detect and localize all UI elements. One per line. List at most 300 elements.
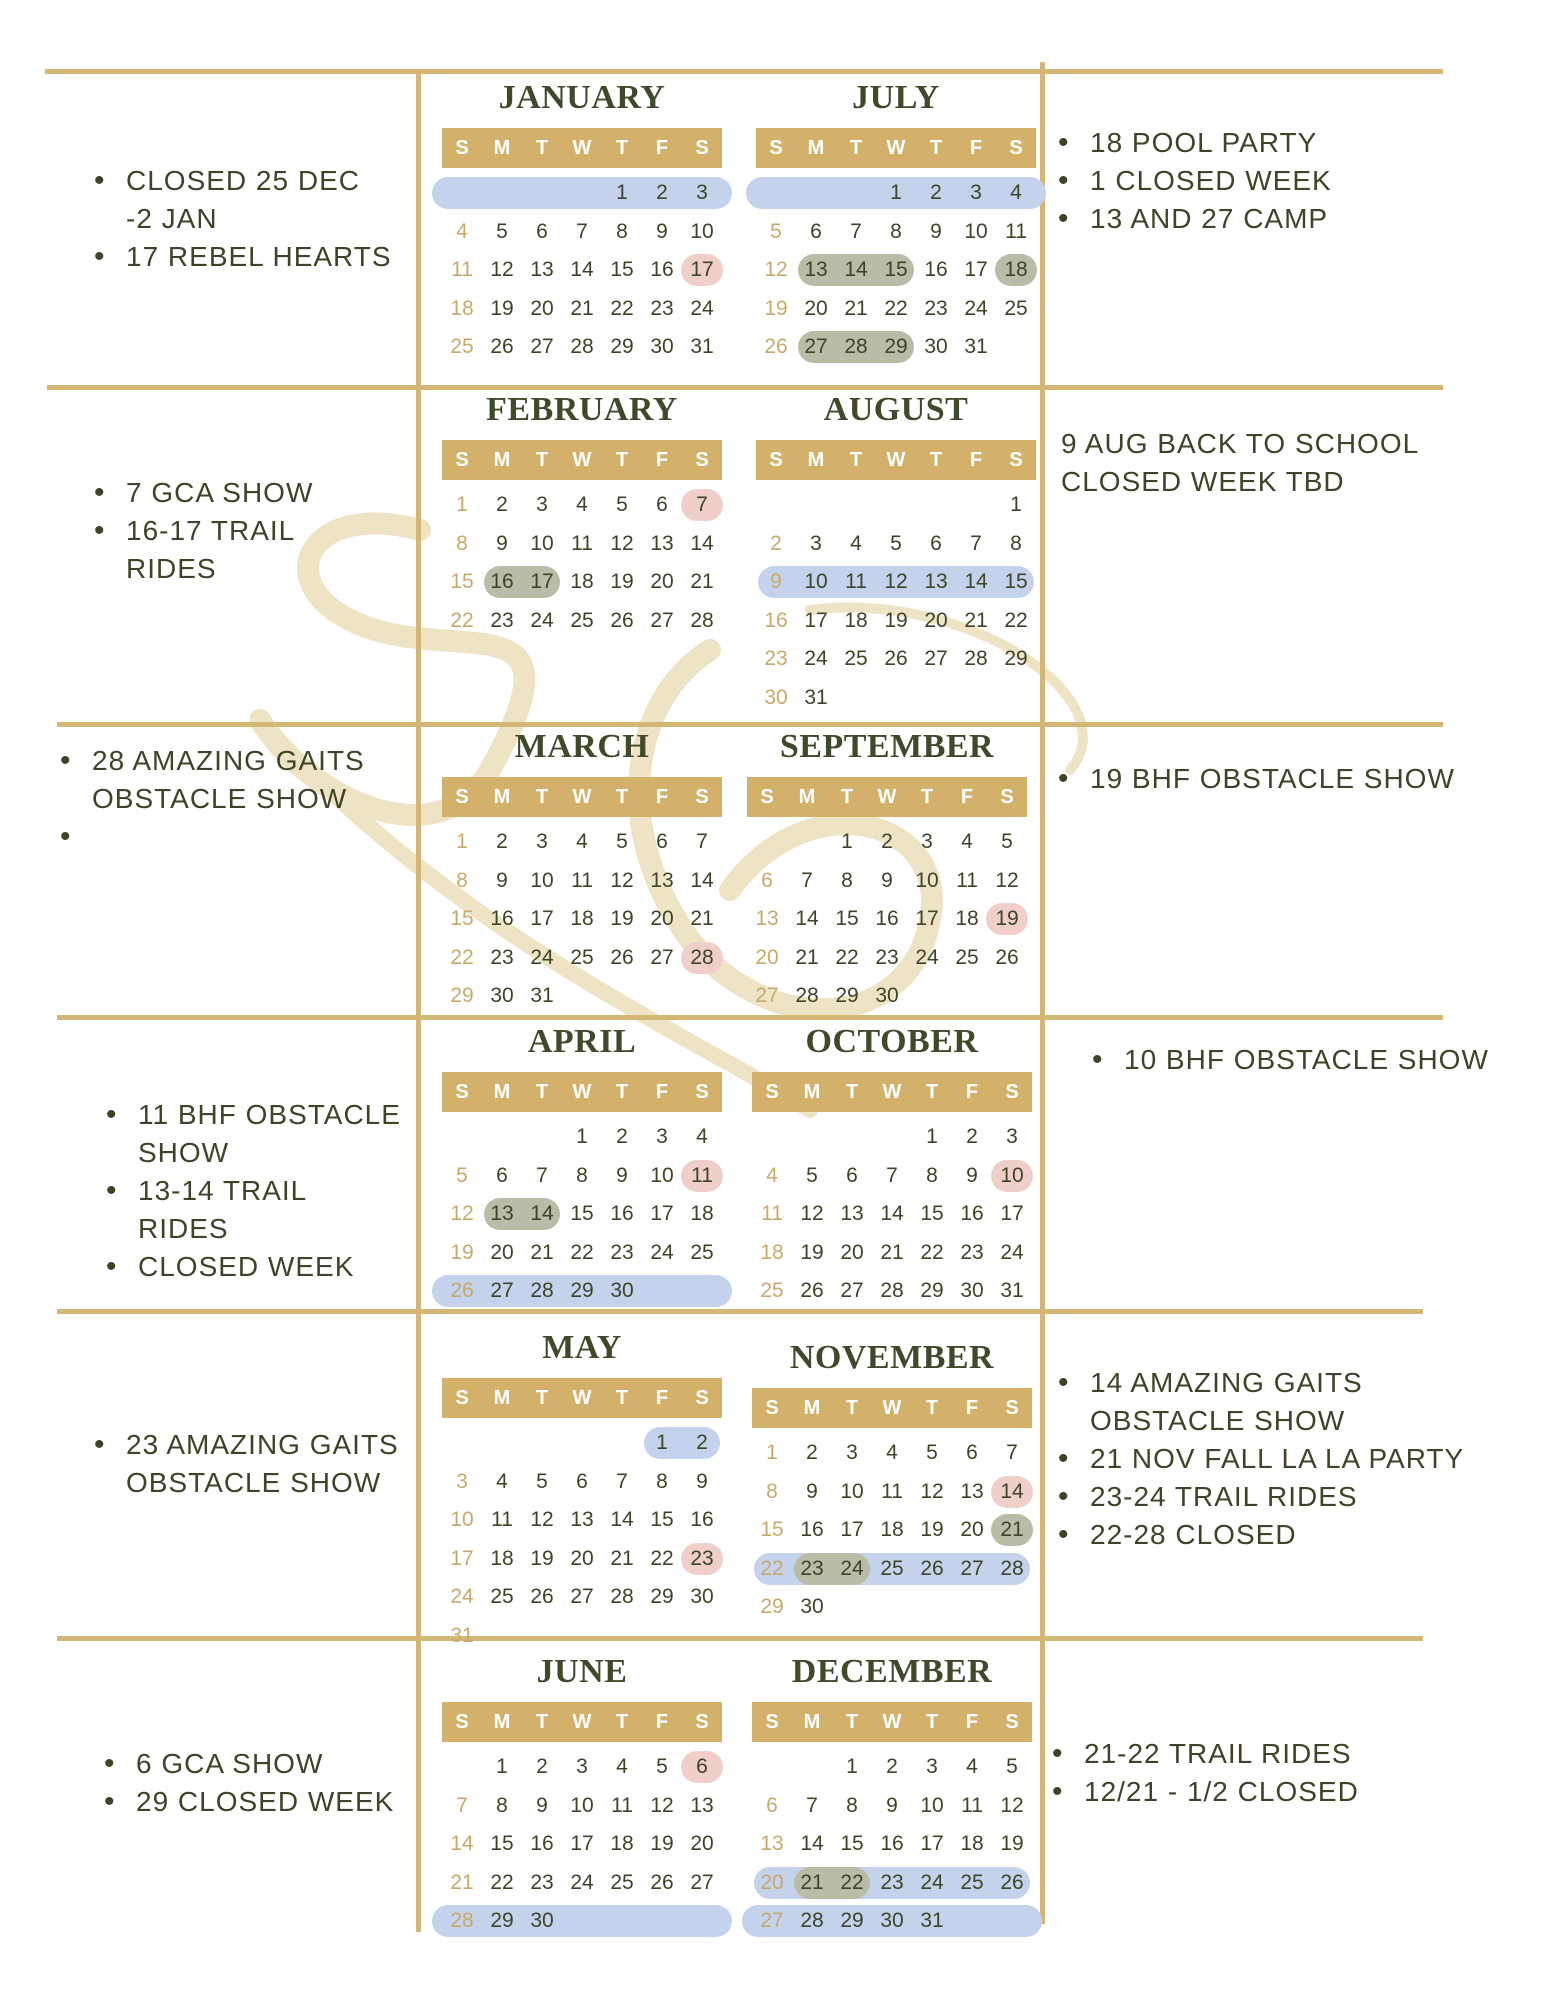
note-item: • 16-17 TRAIL RIDES bbox=[92, 512, 392, 588]
weekday-letter: T bbox=[845, 1711, 859, 1733]
day-cell: 18 bbox=[570, 570, 594, 593]
day-cell: 17 bbox=[920, 1832, 944, 1855]
week-row bbox=[442, 563, 722, 602]
weekday-letter: S bbox=[455, 449, 469, 471]
day-cell: 7 bbox=[456, 1793, 468, 1817]
day-cell: 24 bbox=[450, 1585, 474, 1608]
day-cell: 23 bbox=[650, 296, 674, 320]
day-cell: 30 bbox=[875, 984, 899, 1007]
notes-august-right bbox=[1061, 425, 1461, 501]
weekday-letter: S bbox=[760, 786, 774, 808]
month-title: SEPTEMBER bbox=[779, 728, 995, 765]
day-cell: 7 bbox=[801, 868, 813, 892]
week-row bbox=[442, 1787, 722, 1826]
day-cell: 23 bbox=[924, 296, 948, 320]
day-cell: 27 bbox=[924, 647, 948, 670]
day-cell: 4 bbox=[961, 830, 973, 853]
divider-row-1 bbox=[47, 385, 1443, 390]
divider-row-4 bbox=[57, 1309, 1423, 1314]
day-cell: 15 bbox=[920, 1202, 944, 1225]
day-cell: 7 bbox=[970, 531, 982, 555]
day-cell: 19 bbox=[610, 907, 634, 930]
day-cell: 20 bbox=[490, 1240, 514, 1264]
week-row bbox=[442, 174, 722, 213]
day-cell: 11 bbox=[761, 1202, 783, 1225]
weekday-letter: T bbox=[535, 449, 549, 471]
day-cell: 27 bbox=[690, 1870, 714, 1894]
day-cell: 28 bbox=[964, 647, 988, 670]
day-cell: 1 bbox=[1010, 493, 1022, 516]
weekday-letter: T bbox=[615, 137, 629, 159]
day-cell: 16 bbox=[690, 1508, 714, 1531]
empty-cell bbox=[996, 328, 1036, 367]
note-item: 9 AUG BACK TO SCHOOL bbox=[1061, 428, 1420, 459]
day-cell: 23 bbox=[490, 608, 514, 632]
weekday-letter: T bbox=[535, 1387, 549, 1409]
day-cell: 28 bbox=[610, 1585, 634, 1608]
day-cell: 7 bbox=[806, 1793, 818, 1817]
day-cell: 19 bbox=[490, 296, 514, 320]
week-row bbox=[747, 977, 1027, 1016]
day-cell: 30 bbox=[690, 1585, 714, 1608]
day-cell: 15 bbox=[760, 1518, 784, 1541]
day-cell: 3 bbox=[846, 1441, 858, 1464]
day-cell: 17 bbox=[690, 258, 714, 281]
day-cell: 26 bbox=[610, 608, 634, 632]
notes-december-right bbox=[1050, 1735, 1470, 1811]
empty-cell bbox=[442, 1424, 482, 1463]
day-cell: 17 bbox=[804, 608, 828, 632]
day-cell: 12 bbox=[995, 868, 1019, 892]
week-row bbox=[442, 1617, 722, 1656]
week-row bbox=[442, 1864, 722, 1903]
day-cell: 23 bbox=[800, 1556, 824, 1580]
weekday-letter: M bbox=[807, 449, 825, 471]
weekday-letter: F bbox=[655, 449, 669, 471]
day-cell: 28 bbox=[844, 335, 868, 358]
day-cell: 20 bbox=[924, 608, 948, 632]
week-row bbox=[756, 640, 1036, 679]
note-item: • 21-22 TRAIL RIDES bbox=[1050, 1735, 1470, 1773]
day-cell: 7 bbox=[576, 219, 588, 243]
weekday-letter: T bbox=[615, 1081, 629, 1103]
note-item: • CLOSED 25 DEC -2 JAN bbox=[92, 162, 392, 238]
weekday-letter: F bbox=[655, 137, 669, 159]
day-cell: 7 bbox=[850, 219, 862, 243]
note-item: • 7 GCA SHOW bbox=[92, 474, 392, 512]
divider-row-3 bbox=[57, 1015, 1443, 1020]
day-cell: 10 bbox=[530, 868, 554, 892]
day-cell: 18 bbox=[960, 1832, 984, 1855]
day-cell: 25 bbox=[570, 608, 594, 632]
note-item: • 19 BHF OBSTACLE SHOW bbox=[1056, 760, 1476, 798]
day-cell: 31 bbox=[530, 984, 554, 1007]
day-cell: 6 bbox=[696, 1755, 708, 1778]
day-cell: 11 bbox=[845, 570, 867, 593]
day-cell: 29 bbox=[835, 984, 859, 1007]
day-cell: 1 bbox=[456, 830, 468, 853]
day-cell: 30 bbox=[880, 1909, 904, 1932]
day-cell: 15 bbox=[650, 1508, 674, 1531]
day-cell: 7 bbox=[1006, 1441, 1018, 1464]
day-cell: 18 bbox=[955, 907, 979, 930]
day-cell: 28 bbox=[795, 984, 819, 1007]
day-cell: 17 bbox=[840, 1518, 864, 1541]
day-cell: 14 bbox=[795, 907, 819, 930]
note-item bbox=[58, 818, 368, 856]
empty-cell bbox=[947, 977, 987, 1016]
day-cell: 10 bbox=[840, 1479, 864, 1503]
day-cell: 5 bbox=[770, 219, 782, 243]
month-november bbox=[752, 1336, 1032, 1627]
day-cell: 27 bbox=[760, 1909, 784, 1932]
day-cell: 14 bbox=[610, 1508, 634, 1531]
day-cell: 26 bbox=[450, 1279, 474, 1302]
day-cell: 23 bbox=[875, 945, 899, 969]
day-cell: 19 bbox=[920, 1518, 944, 1541]
day-cell: 28 bbox=[800, 1909, 824, 1932]
day-cell: 29 bbox=[490, 1909, 514, 1932]
weekday-header bbox=[752, 1702, 1032, 1742]
month-february bbox=[442, 388, 722, 640]
weekday-letter: S bbox=[455, 1711, 469, 1733]
empty-cell bbox=[756, 486, 796, 525]
empty-cell bbox=[562, 1424, 602, 1463]
day-cell: 19 bbox=[800, 1240, 824, 1264]
day-cell: 6 bbox=[810, 219, 822, 243]
day-cell: 28 bbox=[450, 1909, 474, 1932]
day-cell: 16 bbox=[764, 608, 788, 632]
weekday-letter: T bbox=[849, 137, 863, 159]
day-cell: 21 bbox=[964, 608, 988, 632]
day-cell: 11 bbox=[881, 1479, 903, 1503]
week-row bbox=[747, 823, 1027, 862]
day-cell: 1 bbox=[890, 181, 902, 204]
day-cell: 29 bbox=[920, 1279, 944, 1302]
day-cell: 9 bbox=[886, 1793, 898, 1817]
empty-cell bbox=[522, 1118, 562, 1157]
day-cell: 5 bbox=[616, 493, 628, 516]
empty-cell bbox=[442, 1118, 482, 1157]
day-cell: 2 bbox=[536, 1755, 548, 1778]
empty-cell bbox=[876, 486, 916, 525]
day-cell: 22 bbox=[610, 296, 634, 320]
day-cell: 2 bbox=[496, 830, 508, 853]
day-cell: 18 bbox=[490, 1546, 514, 1570]
day-cell: 14 bbox=[880, 1202, 904, 1225]
day-grid bbox=[442, 1424, 722, 1655]
day-cell: 1 bbox=[576, 1125, 588, 1148]
weekday-letter: S bbox=[765, 1397, 779, 1419]
day-cell: 14 bbox=[690, 531, 714, 555]
day-cell: 20 bbox=[840, 1240, 864, 1264]
day-cell: 13 bbox=[804, 258, 828, 281]
day-cell: 22 bbox=[570, 1240, 594, 1264]
empty-cell bbox=[642, 977, 682, 1016]
empty-cell bbox=[442, 174, 482, 213]
weekday-letter: W bbox=[886, 137, 906, 159]
day-cell: 12 bbox=[450, 1202, 474, 1225]
day-cell: 6 bbox=[966, 1441, 978, 1464]
empty-cell bbox=[987, 977, 1027, 1016]
day-cell: 6 bbox=[576, 1469, 588, 1493]
week-row bbox=[752, 1550, 1032, 1589]
day-cell: 28 bbox=[880, 1279, 904, 1302]
week-row bbox=[442, 900, 722, 939]
day-cell: 25 bbox=[844, 647, 868, 670]
notes-row-2-left bbox=[92, 474, 392, 588]
weekday-letter: S bbox=[765, 1711, 779, 1733]
empty-cell bbox=[642, 1272, 682, 1311]
empty-cell bbox=[752, 1748, 792, 1787]
week-row bbox=[752, 1787, 1032, 1826]
day-cell: 24 bbox=[690, 296, 714, 320]
empty-cell bbox=[832, 1118, 872, 1157]
weekday-letter: S bbox=[695, 1387, 709, 1409]
weekday-header bbox=[752, 1388, 1032, 1428]
day-cell: 14 bbox=[530, 1202, 554, 1225]
day-cell: 15 bbox=[1004, 570, 1028, 593]
day-cell: 23 bbox=[960, 1240, 984, 1264]
day-cell: 23 bbox=[690, 1546, 714, 1570]
day-cell: 8 bbox=[1010, 531, 1022, 555]
day-cell: 21 bbox=[795, 945, 819, 969]
weekday-letter: S bbox=[1005, 1081, 1019, 1103]
empty-cell bbox=[992, 1902, 1032, 1941]
week-row bbox=[747, 900, 1027, 939]
weekday-letter: F bbox=[969, 137, 983, 159]
day-cell: 8 bbox=[576, 1163, 588, 1187]
empty-cell bbox=[796, 174, 836, 213]
day-cell: 5 bbox=[926, 1441, 938, 1464]
day-cell: 22 bbox=[884, 296, 908, 320]
week-row bbox=[442, 328, 722, 367]
month-title: OCTOBER bbox=[805, 1023, 979, 1060]
day-cell: 5 bbox=[616, 830, 628, 853]
notes-november-right bbox=[1056, 1364, 1496, 1554]
day-cell: 25 bbox=[610, 1870, 634, 1894]
week-row bbox=[442, 1463, 722, 1502]
note-item: CLOSED WEEK TBD bbox=[1061, 466, 1345, 497]
day-cell: 5 bbox=[656, 1755, 668, 1778]
day-cell: 13 bbox=[760, 1832, 784, 1855]
day-cell: 24 bbox=[920, 1870, 944, 1894]
day-cell: 2 bbox=[496, 493, 508, 516]
day-cell: 20 bbox=[690, 1832, 714, 1855]
day-cell: 3 bbox=[810, 531, 822, 555]
weekday-letter: T bbox=[615, 1387, 629, 1409]
month-title: FEBRUARY bbox=[486, 391, 678, 428]
empty-cell bbox=[876, 679, 916, 718]
day-cell: 12 bbox=[884, 570, 908, 593]
month-october bbox=[752, 1020, 1032, 1311]
weekday-letter: M bbox=[493, 137, 511, 159]
empty-cell bbox=[482, 1424, 522, 1463]
week-row bbox=[442, 823, 722, 862]
month-title: MARCH bbox=[514, 728, 650, 765]
day-cell: 14 bbox=[964, 570, 988, 593]
day-cell: 8 bbox=[616, 219, 628, 243]
day-cell: 11 bbox=[571, 531, 593, 555]
notes-row-6-left bbox=[102, 1745, 402, 1821]
weekday-letter: F bbox=[965, 1397, 979, 1419]
weekday-header bbox=[752, 1072, 1032, 1112]
day-cell: 6 bbox=[536, 219, 548, 243]
day-cell: 19 bbox=[530, 1546, 554, 1570]
day-cell: 4 bbox=[850, 531, 862, 555]
day-cell: 29 bbox=[760, 1595, 784, 1618]
weekday-letter: W bbox=[882, 1081, 902, 1103]
empty-cell bbox=[482, 1617, 522, 1656]
day-cell: 21 bbox=[800, 1870, 824, 1894]
day-cell: 12 bbox=[490, 258, 514, 281]
day-cell: 7 bbox=[696, 493, 708, 516]
month-january bbox=[442, 76, 722, 367]
day-cell: 12 bbox=[610, 868, 634, 892]
day-cell: 4 bbox=[696, 1125, 708, 1148]
weekday-letter: S bbox=[695, 1711, 709, 1733]
weekday-letter: M bbox=[803, 1081, 821, 1103]
weekday-letter: F bbox=[655, 786, 669, 808]
day-cell: 6 bbox=[761, 868, 773, 892]
day-cell: 19 bbox=[610, 570, 634, 593]
day-cell: 31 bbox=[964, 335, 988, 358]
month-title: JULY bbox=[852, 79, 940, 116]
day-cell: 26 bbox=[920, 1556, 944, 1580]
empty-cell bbox=[642, 1902, 682, 1941]
day-cell: 9 bbox=[656, 219, 668, 243]
day-cell: 14 bbox=[800, 1832, 824, 1855]
empty-cell bbox=[682, 1272, 722, 1311]
weekday-letter: S bbox=[695, 449, 709, 471]
week-row bbox=[756, 679, 1036, 718]
week-row bbox=[442, 1902, 722, 1941]
week-row bbox=[756, 174, 1036, 213]
note-item: • 12/21 - 1/2 CLOSED bbox=[1050, 1773, 1470, 1811]
divider-right-column bbox=[1040, 62, 1045, 1924]
empty-cell bbox=[996, 679, 1036, 718]
day-cell: 23 bbox=[490, 945, 514, 969]
month-title: MAY bbox=[542, 1329, 622, 1366]
day-cell: 31 bbox=[690, 335, 714, 358]
weekday-letter: W bbox=[886, 449, 906, 471]
day-cell: 17 bbox=[450, 1546, 474, 1570]
day-cell: 5 bbox=[806, 1163, 818, 1187]
day-cell: 13 bbox=[490, 1202, 514, 1225]
weekday-header bbox=[442, 777, 722, 817]
empty-cell bbox=[956, 486, 996, 525]
day-grid bbox=[442, 486, 722, 640]
week-row bbox=[747, 862, 1027, 901]
note-item: • 18 POOL PARTY bbox=[1056, 124, 1456, 162]
month-title: DECEMBER bbox=[791, 1653, 993, 1690]
day-cell: 19 bbox=[884, 608, 908, 632]
weekday-letter: F bbox=[655, 1711, 669, 1733]
day-cell: 28 bbox=[690, 945, 714, 969]
day-cell: 29 bbox=[884, 335, 908, 358]
empty-cell bbox=[832, 1588, 872, 1627]
weekday-letter: T bbox=[535, 786, 549, 808]
day-cell: 10 bbox=[1000, 1163, 1024, 1187]
day-cell: 15 bbox=[884, 258, 908, 281]
day-cell: 5 bbox=[496, 219, 508, 243]
day-cell: 27 bbox=[490, 1279, 514, 1302]
weekday-header bbox=[747, 777, 1027, 817]
day-cell: 11 bbox=[451, 258, 473, 281]
weekday-letter: F bbox=[655, 1387, 669, 1409]
day-cell: 17 bbox=[650, 1202, 674, 1225]
day-cell: 13 bbox=[960, 1479, 984, 1503]
weekday-letter: T bbox=[920, 786, 934, 808]
day-cell: 6 bbox=[496, 1163, 508, 1187]
day-cell: 5 bbox=[1001, 830, 1013, 853]
weekday-letter: T bbox=[925, 1397, 939, 1419]
day-cell: 14 bbox=[450, 1832, 474, 1855]
day-cell: 1 bbox=[846, 1755, 858, 1778]
day-cell: 25 bbox=[955, 945, 979, 969]
day-cell: 21 bbox=[570, 296, 594, 320]
day-cell: 22 bbox=[450, 608, 474, 632]
day-cell: 30 bbox=[490, 984, 514, 1007]
weekday-letter: M bbox=[493, 786, 511, 808]
empty-cell bbox=[956, 679, 996, 718]
day-cell: 10 bbox=[804, 570, 828, 593]
day-cell: 16 bbox=[530, 1832, 554, 1855]
day-cell: 20 bbox=[804, 296, 828, 320]
day-cell: 1 bbox=[841, 830, 853, 853]
week-row bbox=[752, 1588, 1032, 1627]
week-row bbox=[442, 1825, 722, 1864]
day-cell: 12 bbox=[1000, 1793, 1024, 1817]
day-cell: 9 bbox=[496, 531, 508, 555]
day-cell: 26 bbox=[650, 1870, 674, 1894]
day-cell: 11 bbox=[961, 1793, 983, 1817]
day-cell: 28 bbox=[570, 335, 594, 358]
divider-row-5 bbox=[57, 1636, 1423, 1641]
weekday-letter: T bbox=[840, 786, 854, 808]
day-cell: 2 bbox=[770, 531, 782, 555]
day-cell: 16 bbox=[610, 1202, 634, 1225]
empty-cell bbox=[756, 174, 796, 213]
week-row bbox=[752, 1272, 1032, 1311]
day-cell: 1 bbox=[926, 1125, 938, 1148]
day-cell: 27 bbox=[755, 984, 779, 1007]
day-grid bbox=[752, 1748, 1032, 1941]
week-row bbox=[442, 1501, 722, 1540]
day-cell: 20 bbox=[960, 1518, 984, 1541]
day-cell: 30 bbox=[530, 1909, 554, 1932]
day-cell: 17 bbox=[915, 907, 939, 930]
day-cell: 9 bbox=[930, 219, 942, 243]
weekday-letter: S bbox=[769, 449, 783, 471]
day-cell: 16 bbox=[875, 907, 899, 930]
day-cell: 29 bbox=[1004, 647, 1028, 670]
day-cell: 2 bbox=[656, 181, 668, 204]
day-cell: 9 bbox=[696, 1469, 708, 1493]
weekday-letter: S bbox=[695, 137, 709, 159]
day-grid bbox=[752, 1434, 1032, 1627]
day-cell: 26 bbox=[1000, 1870, 1024, 1894]
empty-cell bbox=[562, 977, 602, 1016]
weekday-letter: T bbox=[849, 449, 863, 471]
day-cell: 24 bbox=[964, 296, 988, 320]
day-cell: 26 bbox=[800, 1279, 824, 1302]
day-cell: 28 bbox=[690, 608, 714, 632]
day-cell: 10 bbox=[690, 219, 714, 243]
day-cell: 27 bbox=[570, 1585, 594, 1608]
weekday-letter: F bbox=[655, 1081, 669, 1103]
day-cell: 13 bbox=[755, 907, 779, 930]
